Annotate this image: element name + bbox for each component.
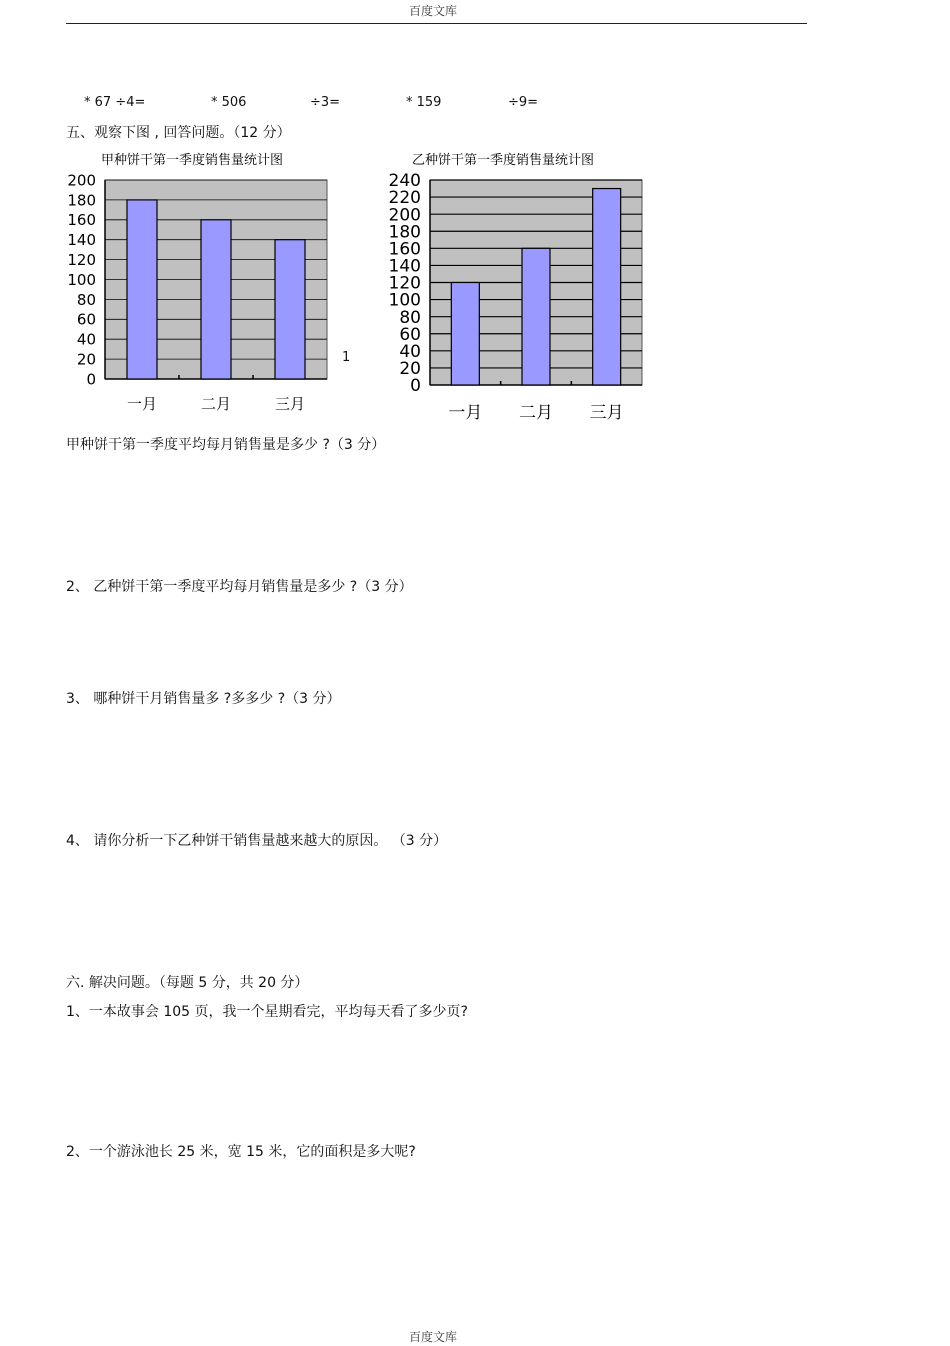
y-tick-label: 140	[388, 256, 421, 277]
y-tick-label: 140	[67, 231, 96, 250]
y-tick-label: 180	[388, 222, 421, 243]
y-tick-label: 120	[388, 273, 421, 294]
x-category-label: 二月	[200, 395, 232, 413]
question-5-2: 2、 乙种饼干第一季度平均每月销售量是多少 ?（3 分）	[66, 579, 413, 595]
y-tick-label: 200	[388, 205, 421, 226]
y-tick-label: 160	[388, 239, 421, 260]
stray-mark: 1	[342, 350, 351, 365]
chart-jia	[55, 145, 355, 425]
y-tick-label: 80	[76, 290, 96, 309]
y-tick-label: 20	[76, 350, 96, 369]
bar	[275, 240, 305, 379]
chart-title: 乙种饼干第一季度销售量统计图	[412, 153, 595, 168]
y-tick-label: 20	[399, 359, 421, 380]
section6-title: 六. 解决问题。（每题 5 分，共 20 分）	[66, 975, 309, 991]
x-category-label: 三月	[274, 395, 306, 413]
x-category-label: 一月	[448, 403, 483, 423]
y-tick-label: 240	[388, 171, 421, 192]
y-tick-label: 40	[76, 330, 96, 349]
y-tick-label: 0	[86, 370, 96, 389]
y-tick-label: 200	[67, 171, 96, 190]
x-category-label: 一月	[126, 395, 158, 413]
y-tick-label: 220	[388, 188, 421, 209]
question-5-3: 3、 哪种饼干月销售量多 ?多多少 ?（3 分）	[66, 691, 341, 707]
y-tick-label: 80	[399, 307, 421, 328]
page-header: 百度文库	[409, 4, 458, 18]
page-footer: 百度文库	[409, 1330, 458, 1344]
y-tick-label: 120	[67, 251, 96, 269]
x-category-label: 三月	[589, 403, 624, 423]
y-tick-label: 160	[67, 211, 96, 230]
arith-item: ÷9=	[508, 95, 539, 110]
arith-item: * 67 ÷4=	[84, 95, 146, 110]
y-tick-label: 0	[410, 376, 421, 397]
y-tick-label: 180	[67, 191, 96, 210]
chart-title: 甲种饼干第一季度销售量统计图	[101, 153, 284, 168]
y-tick-label: 100	[388, 290, 421, 311]
question-6-2: 2、一个游泳池长 25 米，宽 15 米，它的面积是多大呢?	[66, 1144, 416, 1160]
y-tick-label: 60	[76, 310, 96, 329]
chart-yi	[370, 145, 660, 430]
bar	[593, 189, 621, 385]
y-tick-label: 100	[67, 270, 96, 289]
y-tick-label: 40	[399, 341, 421, 362]
arith-item: * 159	[406, 95, 442, 110]
question-5-4: 4、 请你分析一下乙种饼干销售量越来越大的原因。 （3 分）	[66, 833, 448, 849]
bar	[451, 283, 479, 386]
bar	[127, 200, 157, 379]
section5-title: 五、观察下图 , 回答问题。（12 分）	[66, 125, 291, 141]
y-tick-label: 60	[399, 324, 421, 345]
arith-item: * 506	[211, 95, 247, 110]
bar	[522, 248, 550, 385]
arith-item: ÷3=	[310, 95, 341, 110]
bar	[201, 220, 231, 379]
x-category-label: 二月	[519, 403, 553, 423]
question-6-1: 1、一本故事会 105 页，我一个星期看完，平均每天看了多少页?	[66, 1004, 468, 1020]
header-rule	[66, 23, 807, 24]
question-5-1: 甲种饼干第一季度平均每月销售量是多少 ?（3 分）	[66, 437, 386, 453]
